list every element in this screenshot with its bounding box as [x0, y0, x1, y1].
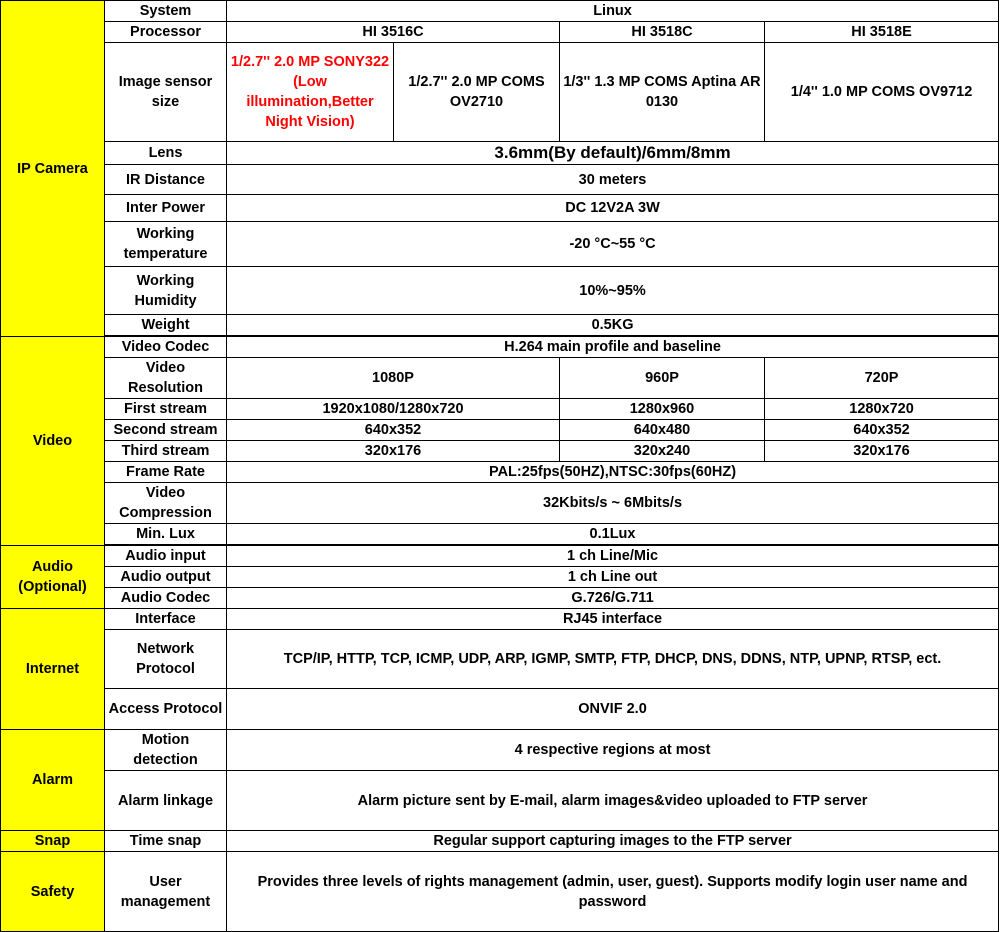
row-video-compression [1, 483, 999, 524]
category-internet: Internet [1, 609, 105, 730]
value-third-stream-2: 320x240 [560, 441, 765, 462]
value-video-codec: H.264 main profile and baseline [227, 337, 999, 358]
value-first-stream-2: 1280x960 [560, 399, 765, 420]
value-audio-output: 1 ch Line out [227, 567, 999, 588]
row-min-lux [1, 524, 999, 545]
value-video-resolution-3: 720P [765, 358, 999, 399]
value-system: Linux [227, 1, 999, 22]
label-processor: Processor [105, 22, 227, 43]
value-ir-distance: 30 meters [227, 165, 999, 195]
value-image-sensor-4: 1/4'' 1.0 MP COMS OV9712 [765, 43, 999, 142]
label-motion-detection: Motion detection [105, 730, 227, 771]
value-alarm-linkage: Alarm picture sent by E-mail, alarm images&video uploaded to FTP server [227, 771, 999, 831]
row-third-stream [1, 441, 999, 462]
value-video-compression: 32Kbits/s ~ 6Mbits/s [227, 483, 999, 524]
label-inter-power: Inter Power [105, 195, 227, 222]
value-working-humidity: 10%~95% [227, 267, 999, 315]
row-first-stream [1, 399, 999, 420]
category-safety: Safety [1, 852, 105, 932]
value-weight: 0.5KG [227, 315, 999, 336]
label-min-lux: Min. Lux [105, 524, 227, 545]
value-image-sensor-1: 1/2.7'' 2.0 MP SONY322 (Low illumination,Better Night Vision) [227, 43, 394, 142]
row-video-codec [1, 337, 999, 358]
label-audio-codec: Audio Codec [105, 588, 227, 609]
row-second-stream [1, 420, 999, 441]
row-user-management [1, 852, 999, 932]
value-processor-3: HI 3518E [765, 22, 999, 43]
label-frame-rate: Frame Rate [105, 462, 227, 483]
value-motion-detection: 4 respective regions at most [227, 730, 999, 771]
label-network-protocol: Network Protocol [105, 630, 227, 689]
label-system: System [105, 1, 227, 22]
row-alarm-linkage [1, 771, 999, 831]
value-first-stream-1: 1920x1080/1280x720 [227, 399, 560, 420]
value-second-stream-1: 640x352 [227, 420, 560, 441]
row-audio-input [1, 546, 999, 567]
category-ip-camera: IP Camera [1, 1, 105, 337]
category-snap: Snap [1, 831, 105, 852]
row-working-temperature [1, 222, 999, 267]
value-interface: RJ45 interface [227, 609, 999, 630]
label-audio-input: Audio input [105, 546, 227, 567]
value-third-stream-3: 320x176 [765, 441, 999, 462]
row-time-snap [1, 831, 999, 852]
row-working-humidity [1, 267, 999, 315]
value-audio-codec: G.726/G.711 [227, 588, 999, 609]
value-second-stream-3: 640x352 [765, 420, 999, 441]
value-video-resolution-1: 1080P [227, 358, 560, 399]
label-alarm-linkage: Alarm linkage [105, 771, 227, 831]
label-video-resolution: Video Resolution [105, 358, 227, 399]
value-frame-rate: PAL:25fps(50HZ),NTSC:30fps(60HZ) [227, 462, 999, 483]
label-third-stream: Third stream [105, 441, 227, 462]
value-access-protocol: ONVIF 2.0 [227, 689, 999, 730]
label-audio-output: Audio output [105, 567, 227, 588]
row-system [1, 1, 999, 22]
value-lens: 3.6mm(By default)/6mm/8mm [227, 142, 999, 165]
value-user-management: Provides three levels of rights management (admin, user, guest). Supports modify login user name and password [227, 852, 999, 932]
row-inter-power [1, 195, 999, 222]
row-weight [1, 315, 999, 336]
value-image-sensor-2: 1/2.7'' 2.0 MP COMS OV2710 [394, 43, 560, 142]
value-inter-power: DC 12V2A 3W [227, 195, 999, 222]
row-access-protocol [1, 689, 999, 730]
row-motion-detection [1, 730, 999, 771]
category-audio: Audio (Optional) [1, 546, 105, 609]
label-video-compression: Video Compression [105, 483, 227, 524]
value-network-protocol: TCP/IP, HTTP, TCP, ICMP, UDP, ARP, IGMP, SMTP, FTP, DHCP, DNS, DDNS, NTP, UPNP, RTSP, ect. [227, 630, 999, 689]
label-ir-distance: IR Distance [105, 165, 227, 195]
value-min-lux: 0.1Lux [227, 524, 999, 545]
value-audio-input: 1 ch Line/Mic [227, 546, 999, 567]
label-user-management: User management [105, 852, 227, 932]
row-lens [1, 142, 999, 165]
value-video-resolution-2: 960P [560, 358, 765, 399]
value-first-stream-3: 1280x720 [765, 399, 999, 420]
label-first-stream: First stream [105, 399, 227, 420]
label-weight: Weight [105, 315, 227, 336]
value-working-temperature: -20 °C~55 °C [227, 222, 999, 267]
label-time-snap: Time snap [105, 831, 227, 852]
value-processor-1: HI 3516C [227, 22, 560, 43]
label-interface: Interface [105, 609, 227, 630]
row-frame-rate [1, 462, 999, 483]
value-image-sensor-3: 1/3'' 1.3 MP COMS Aptina AR 0130 [560, 43, 765, 142]
category-video: Video [1, 337, 105, 546]
value-third-stream-1: 320x176 [227, 441, 560, 462]
label-lens: Lens [105, 142, 227, 165]
label-working-temperature: Working temperature [105, 222, 227, 267]
row-interface [1, 609, 999, 630]
value-time-snap: Regular support capturing images to the FTP server [227, 831, 999, 852]
category-alarm: Alarm [1, 730, 105, 831]
value-second-stream-2: 640x480 [560, 420, 765, 441]
label-video-codec: Video Codec [105, 337, 227, 358]
row-image-sensor [1, 43, 999, 142]
label-image-sensor: Image sensor size [105, 43, 227, 142]
row-audio-codec [1, 588, 999, 609]
row-ir-distance [1, 165, 999, 195]
label-working-humidity: Working Humidity [105, 267, 227, 315]
row-network-protocol [1, 630, 999, 689]
row-video-resolution [1, 358, 999, 399]
value-processor-2: HI 3518C [560, 22, 765, 43]
row-audio-output [1, 567, 999, 588]
label-second-stream: Second stream [105, 420, 227, 441]
label-access-protocol: Access Protocol [105, 689, 227, 730]
row-processor [1, 22, 999, 43]
